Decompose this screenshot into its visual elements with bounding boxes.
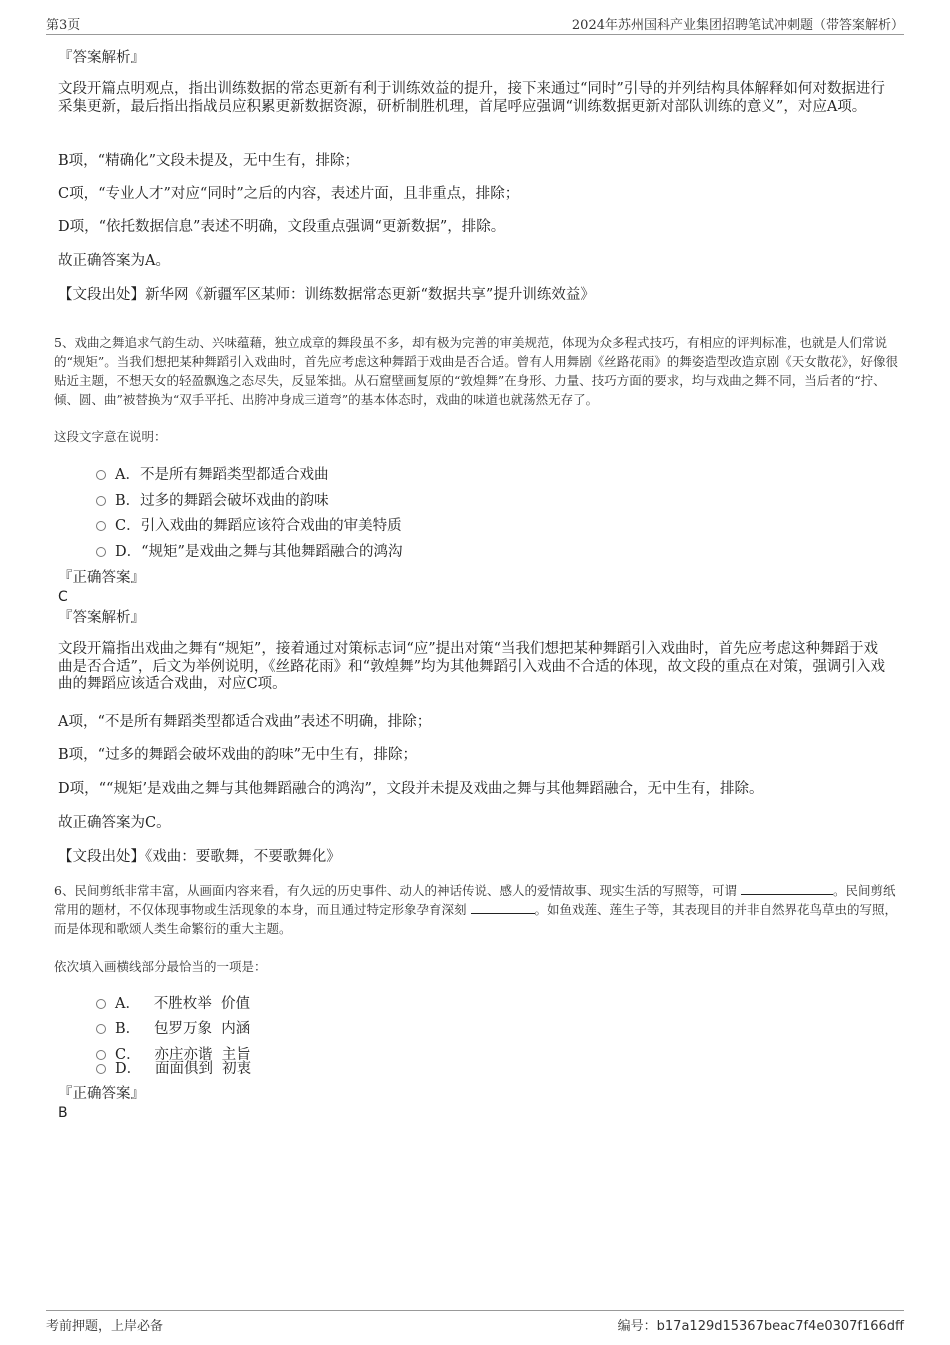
analysis-option-d: D项，“依托数据信息”表述不明确，文段重点强调“更新数据”，排除。 bbox=[58, 219, 506, 235]
radio-icon[interactable] bbox=[96, 547, 106, 557]
analysis-option-c: C项，“专业人才”对应“同时”之后的内容，表述片面，且非重点，排除； bbox=[58, 186, 520, 202]
analysis-conclusion: 故正确答案为A。 bbox=[58, 253, 170, 269]
radio-icon[interactable] bbox=[96, 521, 106, 531]
fill-blank-1 bbox=[741, 882, 833, 895]
document-title: 2024年苏州国科产业集团招聘笔试冲刺题（带答案解析） bbox=[571, 18, 904, 33]
question-5-stem: 5、戏曲之舞追求气韵生动、兴味蕴藉，独立成章的舞段虽不多，却有极为完善的审美规范，体现为众多程式技巧，有相应的评判标准，也就是人们常说的“规矩”。当我们想把某种舞蹈引入戏曲时，首先应考虑这种舞蹈于戏曲是否合适。曾有人用舞剧《丝路花雨》的舞姿造型改造京剧《天女散花》，好像很贴近主题，不想天女的轻盈飘逸之态尽失，反显笨拙。从石窟壁画复原的“敦煌舞”在身形、力量、技巧方面的要求，均与戏曲之舞不同，当后者的“拧、倾、圆、曲”被替换为“双手平托、出胯冲身成三道弯”的基本体态时，戏曲的味道也就荡然无存了。 bbox=[54, 335, 899, 407]
question-6-option-b[interactable]: B． 包罗万象 内涵 bbox=[96, 1017, 250, 1038]
radio-icon[interactable] bbox=[96, 1064, 106, 1074]
radio-icon[interactable] bbox=[96, 1024, 106, 1034]
question-6-prompt: 依次填入画横线部分最恰当的一项是： bbox=[54, 959, 267, 974]
radio-icon[interactable] bbox=[96, 999, 106, 1009]
question-5-option-d[interactable]: D．“规矩”是戏曲之舞与其他舞蹈融合的鸿沟 bbox=[96, 540, 402, 561]
analysis-paragraph: 文段开篇指出戏曲之舞有“规矩”，接着通过对策标志词“应”提出对策“当我们想把某种舞蹈引入戏曲时，首先应考虑这种舞蹈于戏曲是否合适”，后文为举例说明，《丝路花雨》和“敦煌舞”均为其他舞蹈引入戏曲不合适的体现，故文段的重点在对策，强调引入戏曲的舞蹈应该适合戏曲，对应C项。 bbox=[58, 641, 885, 692]
document-id: 编号：b17a129d15367beac7f4e0307f166dff bbox=[617, 1319, 904, 1334]
question-5-prompt: 这段文字意在说明： bbox=[54, 429, 167, 444]
analysis-option-b: B项，“精确化”文段未提及，无中生有，排除； bbox=[58, 153, 359, 169]
page-header bbox=[46, 12, 904, 35]
question-5-option-b[interactable]: B．过多的舞蹈会破坏戏曲的韵味 bbox=[96, 489, 329, 510]
question-6-option-c[interactable]: C． 亦庄亦谐 主旨 bbox=[96, 1043, 251, 1064]
page-footer bbox=[46, 1310, 904, 1337]
question-5-option-a[interactable]: A．不是所有舞蹈类型都适合戏曲 bbox=[96, 463, 328, 484]
correct-answer-heading: 『正确答案』 bbox=[58, 1086, 145, 1102]
analysis-heading: 『答案解析』 bbox=[58, 610, 145, 626]
passage-source: 【文段出处】新华网《新疆军区某师：训练数据常态更新“数据共享”提升训练效益》 bbox=[58, 287, 595, 303]
analysis-option-d: D项，““规矩’是戏曲之舞与其他舞蹈融合的鸿沟”，文段并未提及戏曲之舞与其他舞蹈融合，无中生有，排除。 bbox=[58, 781, 764, 797]
analysis-conclusion: 故正确答案为C。 bbox=[58, 815, 171, 831]
correct-answer: B bbox=[58, 1105, 68, 1121]
page-number: 第3页 bbox=[46, 18, 81, 33]
correct-answer-heading: 『正确答案』 bbox=[58, 570, 145, 586]
analysis-heading: 『答案解析』 bbox=[58, 50, 145, 66]
question-6-option-d[interactable]: D． 面面俱到 初衷 bbox=[96, 1057, 251, 1078]
correct-answer: C bbox=[58, 589, 68, 605]
analysis-paragraph: 文段开篇点明观点，指出训练数据的常态更新有利于训练效益的提升，接下来通过“同时”引导的并列结构具体解释如何对数据进行采集更新，最后指出指战员应积累更新数据资源，研析制胜机理，首尾呼应强调“训练数据更新对部队训练的意义”，对应A项。 bbox=[58, 81, 885, 115]
radio-icon[interactable] bbox=[96, 496, 106, 506]
radio-icon[interactable] bbox=[96, 470, 106, 480]
question-6-option-a[interactable]: A． 不胜枚举 价值 bbox=[96, 992, 250, 1013]
fill-blank-2 bbox=[471, 901, 535, 914]
footer-slogan: 考前押题，上岸必备 bbox=[46, 1319, 164, 1334]
analysis-option-b: B项，“过多的舞蹈会破坏戏曲的韵味”无中生有，排除； bbox=[58, 747, 417, 763]
question-6-stem: 6、民间剪纸非常丰富，从画面内容来看，有久远的历史事件、动人的神话传说、感人的爱情故事、现实生活的写照等，可谓 。民间剪纸常用的题材，不仅体现事物或生活现象的本身，而且通过特定形象孕育深刻 。如鱼戏莲、莲生子等，其表现目的并非自然界花鸟草虫的写照，而是体现和歌颂人类生命繁衍的重大主题。 bbox=[54, 883, 898, 936]
analysis-option-a: A项，“不是所有舞蹈类型都适合戏曲”表述不明确，排除； bbox=[58, 714, 432, 730]
passage-source: 【文段出处】《戏曲：要歌舞，不要歌舞化》 bbox=[58, 849, 341, 865]
question-5-option-c[interactable]: C．引入戏曲的舞蹈应该符合戏曲的审美特质 bbox=[96, 514, 402, 535]
